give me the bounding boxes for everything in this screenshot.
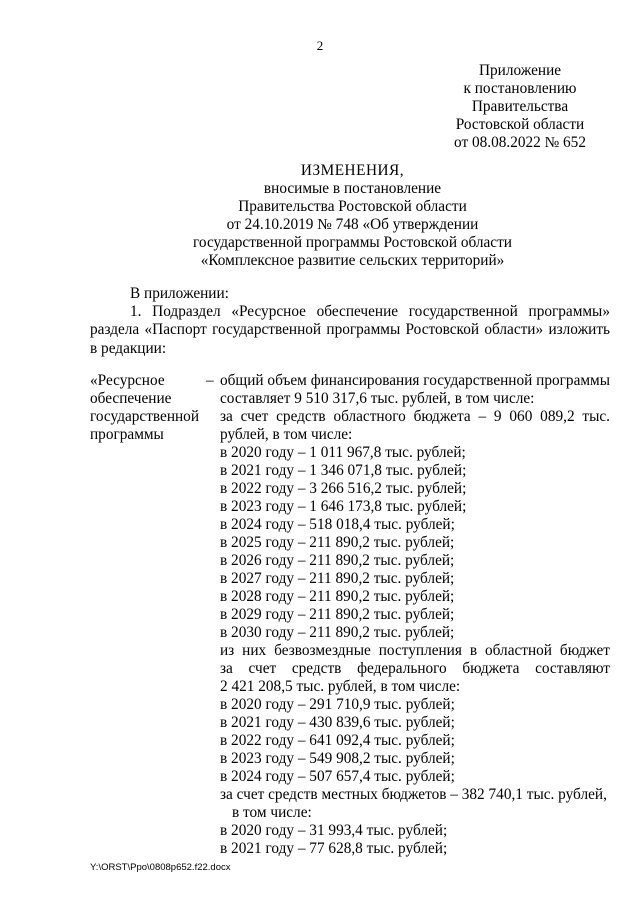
regional-year-line: в 2020 году – 1 011 967,8 тыс. рублей; [220,444,466,461]
annex-line: Приложение [478,62,562,79]
intro-line: 1. Подраздел «Ресурсное обеспечение государственной программы» [130,303,610,321]
regional-year-line: в 2025 году – 211 890,2 тыс. рублей; [220,534,455,551]
section-heading-line: «Ресурсное [90,372,165,389]
regional-year-line: в 2021 году – 1 346 071,8 тыс. рублей; [220,462,467,479]
regional-year-line: в 2027 году – 211 890,2 тыс. рублей; [220,570,455,587]
regional-year-line: в 2029 году – 211 890,2 тыс. рублей; [220,606,455,623]
document-title-block [90,162,615,270]
local-year-line: в 2021 году – 77 628,8 тыс. рублей; [220,840,448,857]
section-heading [90,372,202,444]
title-line: Правительства Ростовской области [238,198,467,215]
regional-budget-line: за счет средств областного бюджета – 9 060 089,2 тыс. [220,408,610,425]
total-financing-line: составляет 9 510 317,6 тыс. рублей, в том числе: [220,390,535,407]
section-body [220,372,610,858]
annex-line: Правительства [471,98,569,115]
local-budget-line: за счет средств местных бюджетов – 382 740,1 тыс. рублей, [220,786,607,803]
annex-line: Ростовской области [455,116,585,133]
federal-year-line: в 2020 году – 291 710,9 тыс. рублей; [220,696,455,713]
intro-line: раздела «Паспорт государственной программы Ростовской области» изложить [90,321,610,339]
title-line: вносимые в постановление [263,180,442,197]
local-budget-line: в том числе: [232,804,312,821]
annex-header [440,62,600,152]
intro-line: В приложении: [130,285,229,302]
section-heading-line: программы [90,426,164,443]
annex-line: к постановлению [463,80,577,97]
page-number: 2 [316,38,324,53]
federal-budget-line: за счет средств федерального бюджета составляют [220,660,610,677]
title-line: государственной программы Ростовской области [193,234,512,251]
annex-line: от 08.08.2022 № 652 [454,134,586,151]
intro-paragraph [90,285,610,358]
intro-line: в редакции: [90,339,167,357]
regional-budget-line: рублей, в том числе: [220,426,353,443]
regional-year-line: в 2030 году – 211 890,2 тыс. рублей; [220,624,455,641]
regional-year-line: в 2023 году – 1 646 173,8 тыс. рублей; [220,498,467,515]
federal-year-line: в 2022 году – 641 092,4 тыс. рублей; [220,732,455,749]
title-line: «Комплексное развитие сельских территорий» [200,252,505,269]
federal-budget-line: 2 421 208,5 тыс. рублей, в том числе: [220,678,461,695]
document-title: ИЗМЕНЕНИЯ, [300,162,405,179]
local-year-line: в 2020 году – 31 993,4 тыс. рублей; [220,822,448,839]
federal-year-line: в 2024 году – 507 657,4 тыс. рублей; [220,768,455,785]
federal-budget-line: из них безвозмездные поступления в областной бюджет [220,642,610,659]
title-line: от 24.10.2019 № 748 «Об утверждении [226,216,479,233]
federal-year-line: в 2023 году – 549 908,2 тыс. рублей; [220,750,455,767]
total-financing-line: общий объем финансирования государственной программы [220,372,610,389]
section-dash: – [206,372,214,389]
regional-year-line: в 2022 году – 3 266 516,2 тыс. рублей; [220,480,467,497]
section-heading-line: государственной [90,408,200,425]
regional-year-line: в 2028 году – 211 890,2 тыс. рублей; [220,588,455,605]
federal-year-line: в 2021 году – 430 839,6 тыс. рублей; [220,714,455,731]
file-path-footer: Y:\ORST\Ppo\0808p652.f22.docx [90,862,231,873]
regional-year-line: в 2026 году – 211 890,2 тыс. рублей; [220,552,455,569]
section-heading-line: обеспечение [90,390,172,407]
regional-year-line: в 2024 году – 518 018,4 тыс. рублей; [220,516,455,533]
